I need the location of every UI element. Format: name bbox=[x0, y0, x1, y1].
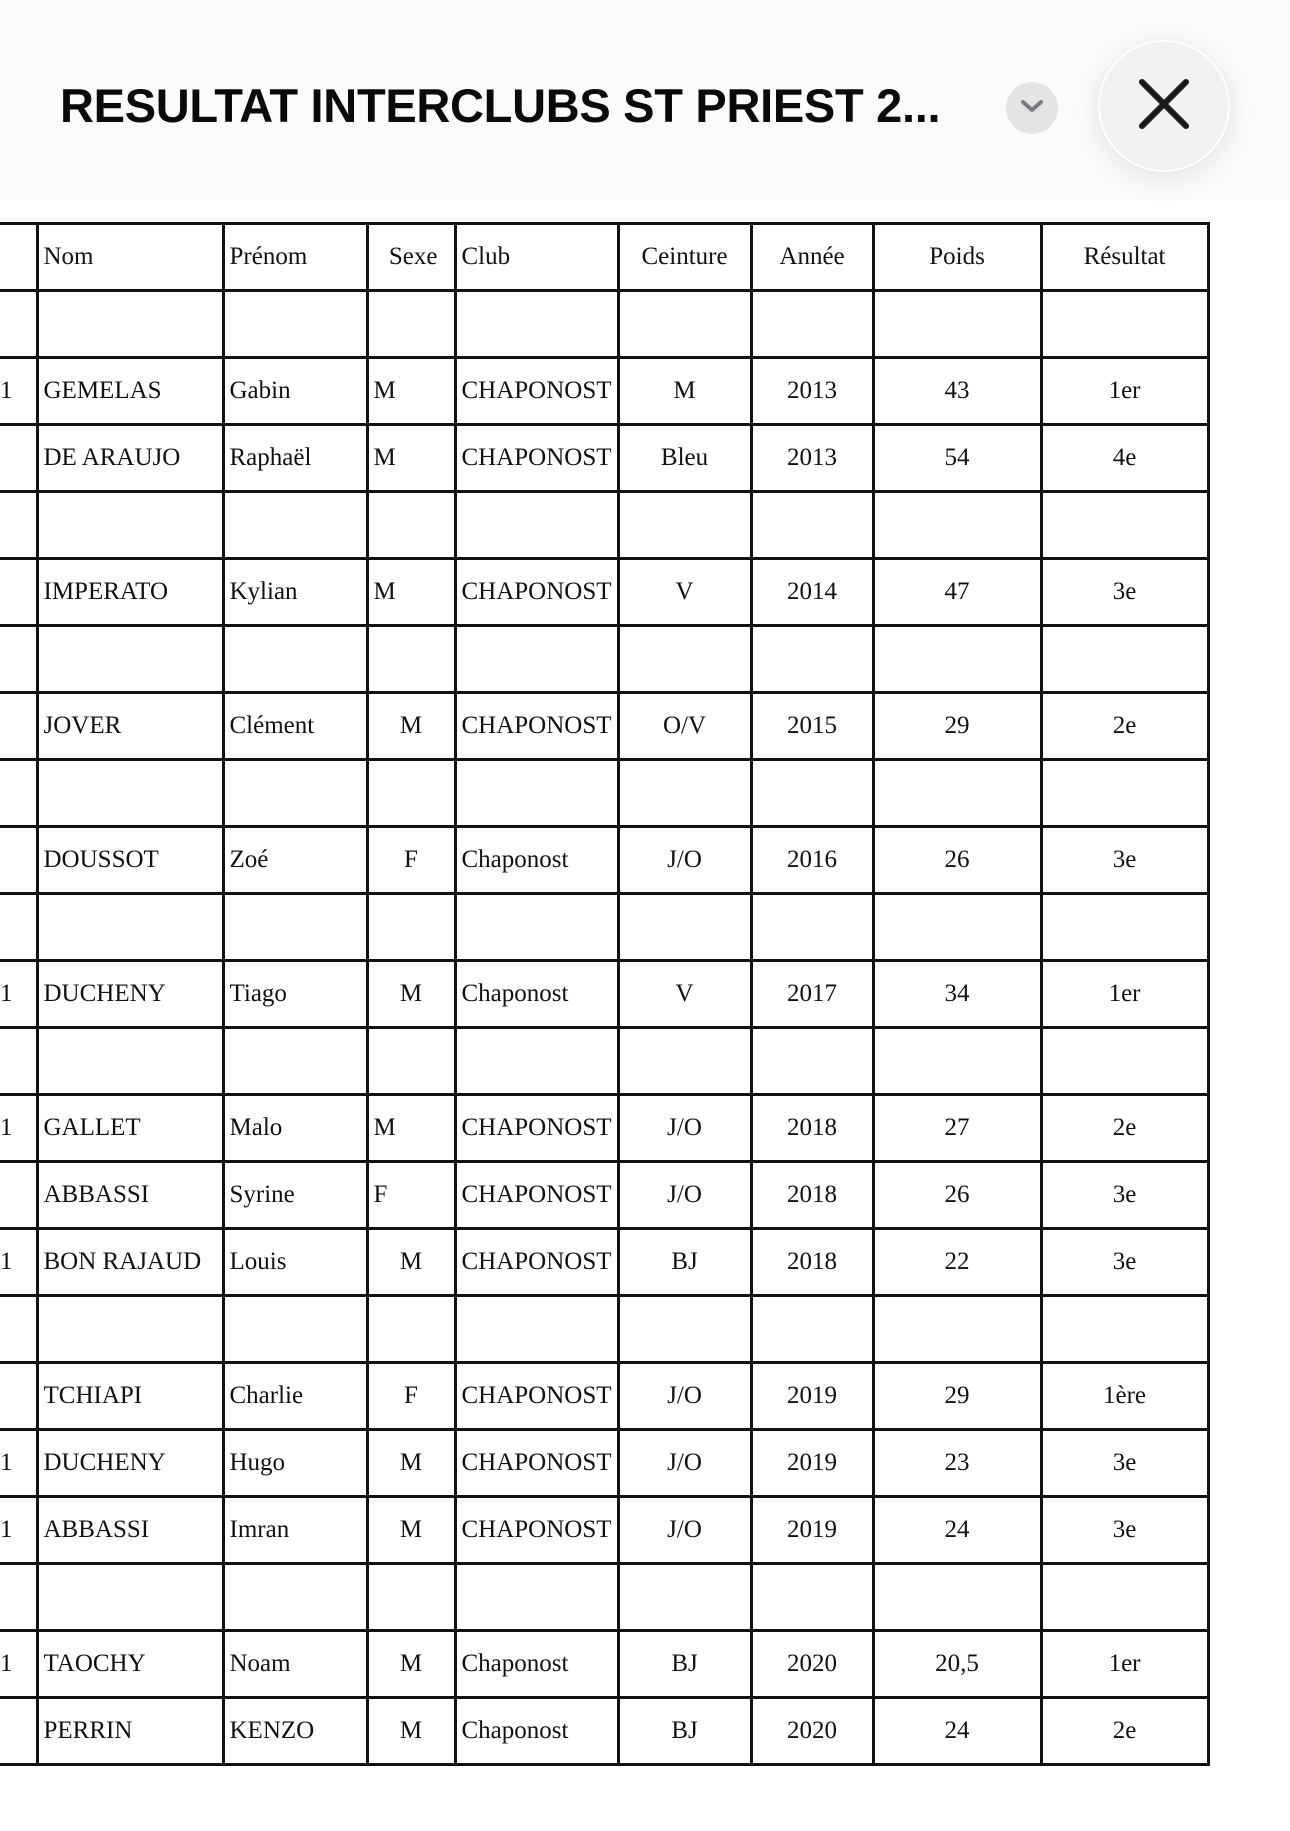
column-header-prenom: Prénom bbox=[223, 224, 367, 291]
cell-annee: 2014 bbox=[751, 559, 873, 626]
cell-ceinture bbox=[618, 291, 751, 358]
table-row-empty bbox=[0, 1028, 1208, 1095]
cell-annee bbox=[751, 1564, 873, 1631]
cell-resultat: 2e bbox=[1041, 1095, 1208, 1162]
cell-rank bbox=[0, 425, 37, 492]
cell-rank bbox=[0, 1296, 37, 1363]
cell-poids: 26 bbox=[873, 1162, 1041, 1229]
table-row bbox=[0, 1229, 1208, 1296]
cell-sexe bbox=[367, 894, 455, 961]
cell-resultat: 2e bbox=[1041, 1698, 1208, 1765]
table-body bbox=[0, 291, 1208, 1765]
cell-club bbox=[455, 492, 618, 559]
cell-prenom: Syrine bbox=[223, 1162, 367, 1229]
table-row-empty bbox=[0, 492, 1208, 559]
cell-nom: ABBASSI bbox=[37, 1162, 223, 1229]
cell-nom bbox=[37, 1028, 223, 1095]
cell-poids: 27 bbox=[873, 1095, 1041, 1162]
table-row bbox=[0, 358, 1208, 425]
cell-resultat: 2e bbox=[1041, 693, 1208, 760]
cell-sexe: F bbox=[367, 827, 455, 894]
cell-rank bbox=[0, 291, 37, 358]
cell-prenom bbox=[223, 626, 367, 693]
cell-rank: 1 bbox=[0, 358, 37, 425]
results-table-container bbox=[0, 222, 1210, 1766]
cell-sexe bbox=[367, 492, 455, 559]
document-viewer-header bbox=[0, 0, 1290, 200]
cell-ceinture: Bleu bbox=[618, 425, 751, 492]
cell-ceinture bbox=[618, 894, 751, 961]
cell-sexe: M bbox=[367, 1095, 455, 1162]
table-row-empty bbox=[0, 894, 1208, 961]
cell-resultat: 3e bbox=[1041, 1162, 1208, 1229]
cell-poids: 43 bbox=[873, 358, 1041, 425]
cell-prenom: Kylian bbox=[223, 559, 367, 626]
cell-sexe bbox=[367, 1028, 455, 1095]
cell-resultat bbox=[1041, 291, 1208, 358]
cell-prenom bbox=[223, 291, 367, 358]
cell-ceinture: BJ bbox=[618, 1698, 751, 1765]
cell-resultat: 1er bbox=[1041, 961, 1208, 1028]
cell-rank bbox=[0, 1698, 37, 1765]
cell-sexe: F bbox=[367, 1162, 455, 1229]
table-row bbox=[0, 1430, 1208, 1497]
cell-rank bbox=[0, 1162, 37, 1229]
cell-nom: DUCHENY bbox=[37, 961, 223, 1028]
cell-poids bbox=[873, 626, 1041, 693]
cell-resultat: 3e bbox=[1041, 1229, 1208, 1296]
cell-sexe: M bbox=[367, 693, 455, 760]
cell-prenom bbox=[223, 894, 367, 961]
cell-ceinture bbox=[618, 1028, 751, 1095]
cell-nom bbox=[37, 1296, 223, 1363]
cell-resultat: 3e bbox=[1041, 1497, 1208, 1564]
cell-nom: BON RAJAUD bbox=[37, 1229, 223, 1296]
close-button[interactable] bbox=[1098, 40, 1230, 172]
cell-resultat: 3e bbox=[1041, 1430, 1208, 1497]
cell-poids bbox=[873, 760, 1041, 827]
cell-prenom: Noam bbox=[223, 1631, 367, 1698]
cell-poids: 22 bbox=[873, 1229, 1041, 1296]
cell-nom: DUCHENY bbox=[37, 1430, 223, 1497]
cell-club: CHAPONOST bbox=[455, 1095, 618, 1162]
cell-resultat bbox=[1041, 626, 1208, 693]
cell-poids: 34 bbox=[873, 961, 1041, 1028]
cell-club: CHAPONOST bbox=[455, 693, 618, 760]
cell-annee bbox=[751, 760, 873, 827]
cell-poids: 20,5 bbox=[873, 1631, 1041, 1698]
cell-poids bbox=[873, 1028, 1041, 1095]
cell-rank bbox=[0, 1564, 37, 1631]
cell-poids: 24 bbox=[873, 1497, 1041, 1564]
cell-nom bbox=[37, 626, 223, 693]
cell-annee: 2016 bbox=[751, 827, 873, 894]
cell-poids: 47 bbox=[873, 559, 1041, 626]
cell-sexe: M bbox=[367, 1631, 455, 1698]
table-row bbox=[0, 693, 1208, 760]
cell-poids: 23 bbox=[873, 1430, 1041, 1497]
cell-annee bbox=[751, 1296, 873, 1363]
column-header-annee: Année bbox=[751, 224, 873, 291]
column-header-poids: Poids bbox=[873, 224, 1041, 291]
cell-sexe: M bbox=[367, 1229, 455, 1296]
cell-ceinture: J/O bbox=[618, 1363, 751, 1430]
cell-sexe bbox=[367, 1564, 455, 1631]
cell-annee bbox=[751, 894, 873, 961]
cell-rank: 1 bbox=[0, 1497, 37, 1564]
cell-nom: DE ARAUJO bbox=[37, 425, 223, 492]
cell-poids: 29 bbox=[873, 693, 1041, 760]
table-row bbox=[0, 1162, 1208, 1229]
cell-prenom: Imran bbox=[223, 1497, 367, 1564]
cell-rank: 1 bbox=[0, 961, 37, 1028]
cell-ceinture: J/O bbox=[618, 827, 751, 894]
cell-prenom bbox=[223, 492, 367, 559]
cell-club bbox=[455, 894, 618, 961]
cell-resultat: 1er bbox=[1041, 1631, 1208, 1698]
cell-poids: 29 bbox=[873, 1363, 1041, 1430]
cell-poids bbox=[873, 492, 1041, 559]
cell-rank: 1 bbox=[0, 1430, 37, 1497]
cell-ceinture: J/O bbox=[618, 1430, 751, 1497]
cell-ceinture: BJ bbox=[618, 1229, 751, 1296]
cell-resultat: 3e bbox=[1041, 559, 1208, 626]
cell-rank bbox=[0, 1028, 37, 1095]
table-row bbox=[0, 1698, 1208, 1765]
cell-rank: 1 bbox=[0, 1095, 37, 1162]
cell-club bbox=[455, 1296, 618, 1363]
cell-nom bbox=[37, 492, 223, 559]
cell-nom: GEMELAS bbox=[37, 358, 223, 425]
cell-nom: DOUSSOT bbox=[37, 827, 223, 894]
table-row-empty bbox=[0, 626, 1208, 693]
cell-ceinture: J/O bbox=[618, 1162, 751, 1229]
cell-annee bbox=[751, 1028, 873, 1095]
cell-annee: 2013 bbox=[751, 358, 873, 425]
column-header-sexe: Sexe bbox=[367, 224, 455, 291]
cell-club bbox=[455, 1564, 618, 1631]
cell-sexe: M bbox=[367, 358, 455, 425]
cell-prenom: Clément bbox=[223, 693, 367, 760]
table-row bbox=[0, 1095, 1208, 1162]
table-row-empty bbox=[0, 1564, 1208, 1631]
cell-ceinture bbox=[618, 626, 751, 693]
cell-annee: 2018 bbox=[751, 1095, 873, 1162]
cell-club: CHAPONOST bbox=[455, 1430, 618, 1497]
cell-ceinture: BJ bbox=[618, 1631, 751, 1698]
cell-sexe: F bbox=[367, 1363, 455, 1430]
cell-club: Chaponost bbox=[455, 1631, 618, 1698]
cell-nom bbox=[37, 291, 223, 358]
cell-poids bbox=[873, 1296, 1041, 1363]
cell-poids bbox=[873, 291, 1041, 358]
cell-club: Chaponost bbox=[455, 1698, 618, 1765]
cell-club: CHAPONOST bbox=[455, 1162, 618, 1229]
cell-prenom: KENZO bbox=[223, 1698, 367, 1765]
cell-annee: 2019 bbox=[751, 1497, 873, 1564]
cell-sexe: M bbox=[367, 1698, 455, 1765]
cell-rank bbox=[0, 626, 37, 693]
close-x-icon bbox=[1136, 76, 1192, 137]
cell-club: CHAPONOST bbox=[455, 559, 618, 626]
cell-club: CHAPONOST bbox=[455, 1497, 618, 1564]
column-header-nom: Nom bbox=[37, 224, 223, 291]
cell-ceinture: M bbox=[618, 358, 751, 425]
cell-prenom: Malo bbox=[223, 1095, 367, 1162]
table-row bbox=[0, 1631, 1208, 1698]
cell-rank bbox=[0, 894, 37, 961]
table-row bbox=[0, 425, 1208, 492]
cell-ceinture bbox=[618, 1296, 751, 1363]
cell-resultat: 3e bbox=[1041, 827, 1208, 894]
cell-sexe bbox=[367, 626, 455, 693]
cell-prenom: Gabin bbox=[223, 358, 367, 425]
cell-annee: 2018 bbox=[751, 1162, 873, 1229]
cell-sexe bbox=[367, 1296, 455, 1363]
cell-resultat bbox=[1041, 1296, 1208, 1363]
table-row bbox=[0, 1497, 1208, 1564]
cell-prenom: Raphaël bbox=[223, 425, 367, 492]
table-row-empty bbox=[0, 760, 1208, 827]
cell-nom: PERRIN bbox=[37, 1698, 223, 1765]
cell-annee bbox=[751, 492, 873, 559]
cell-prenom bbox=[223, 1296, 367, 1363]
cell-ceinture: J/O bbox=[618, 1497, 751, 1564]
cell-resultat bbox=[1041, 492, 1208, 559]
cell-nom: GALLET bbox=[37, 1095, 223, 1162]
cell-sexe: M bbox=[367, 425, 455, 492]
table-row-empty bbox=[0, 1296, 1208, 1363]
cell-annee: 2013 bbox=[751, 425, 873, 492]
expand-title-button[interactable] bbox=[1006, 82, 1058, 134]
column-header-club: Club bbox=[455, 224, 618, 291]
cell-nom: TAOCHY bbox=[37, 1631, 223, 1698]
cell-ceinture: V bbox=[618, 961, 751, 1028]
cell-rank: 1 bbox=[0, 1229, 37, 1296]
cell-club: CHAPONOST bbox=[455, 358, 618, 425]
cell-club bbox=[455, 626, 618, 693]
cell-poids bbox=[873, 894, 1041, 961]
cell-club: CHAPONOST bbox=[455, 1363, 618, 1430]
cell-poids: 54 bbox=[873, 425, 1041, 492]
cell-sexe: M bbox=[367, 961, 455, 1028]
cell-nom: TCHIAPI bbox=[37, 1363, 223, 1430]
cell-sexe bbox=[367, 291, 455, 358]
cell-ceinture: O/V bbox=[618, 693, 751, 760]
cell-sexe bbox=[367, 760, 455, 827]
cell-annee: 2018 bbox=[751, 1229, 873, 1296]
document-title: RESULTAT INTERCLUBS ST PRIEST 2... bbox=[60, 79, 941, 132]
cell-club bbox=[455, 1028, 618, 1095]
column-header-rank bbox=[0, 224, 37, 291]
cell-annee: 2015 bbox=[751, 693, 873, 760]
cell-sexe: M bbox=[367, 559, 455, 626]
cell-ceinture bbox=[618, 760, 751, 827]
cell-resultat: 1ère bbox=[1041, 1363, 1208, 1430]
cell-annee: 2019 bbox=[751, 1430, 873, 1497]
cell-club bbox=[455, 760, 618, 827]
cell-club: Chaponost bbox=[455, 827, 618, 894]
cell-prenom: Louis bbox=[223, 1229, 367, 1296]
table-row bbox=[0, 559, 1208, 626]
cell-rank bbox=[0, 492, 37, 559]
cell-resultat: 4e bbox=[1041, 425, 1208, 492]
column-header-resultat: Résultat bbox=[1041, 224, 1208, 291]
cell-nom: JOVER bbox=[37, 693, 223, 760]
cell-annee: 2020 bbox=[751, 1631, 873, 1698]
cell-rank bbox=[0, 693, 37, 760]
cell-rank bbox=[0, 827, 37, 894]
cell-rank bbox=[0, 1363, 37, 1430]
results-table bbox=[0, 222, 1210, 1766]
cell-club bbox=[455, 291, 618, 358]
cell-annee: 2019 bbox=[751, 1363, 873, 1430]
table-row-empty bbox=[0, 291, 1208, 358]
cell-club: Chaponost bbox=[455, 961, 618, 1028]
table-row bbox=[0, 827, 1208, 894]
cell-resultat bbox=[1041, 894, 1208, 961]
cell-sexe: M bbox=[367, 1430, 455, 1497]
cell-resultat bbox=[1041, 1564, 1208, 1631]
cell-ceinture: J/O bbox=[618, 1095, 751, 1162]
cell-nom: IMPERATO bbox=[37, 559, 223, 626]
cell-ceinture: V bbox=[618, 559, 751, 626]
cell-prenom: Tiago bbox=[223, 961, 367, 1028]
cell-club: CHAPONOST bbox=[455, 425, 618, 492]
cell-resultat: 1er bbox=[1041, 358, 1208, 425]
table-row bbox=[0, 961, 1208, 1028]
column-header-ceinture: Ceinture bbox=[618, 224, 751, 291]
cell-prenom bbox=[223, 760, 367, 827]
cell-rank bbox=[0, 760, 37, 827]
cell-poids: 26 bbox=[873, 827, 1041, 894]
cell-resultat bbox=[1041, 1028, 1208, 1095]
cell-ceinture bbox=[618, 1564, 751, 1631]
cell-prenom bbox=[223, 1028, 367, 1095]
cell-sexe: M bbox=[367, 1497, 455, 1564]
cell-prenom: Zoé bbox=[223, 827, 367, 894]
cell-rank bbox=[0, 559, 37, 626]
cell-nom bbox=[37, 894, 223, 961]
cell-nom bbox=[37, 760, 223, 827]
cell-annee bbox=[751, 626, 873, 693]
cell-resultat bbox=[1041, 760, 1208, 827]
table-row bbox=[0, 1363, 1208, 1430]
cell-poids: 24 bbox=[873, 1698, 1041, 1765]
cell-nom: ABBASSI bbox=[37, 1497, 223, 1564]
cell-rank: 1 bbox=[0, 1631, 37, 1698]
cell-poids bbox=[873, 1564, 1041, 1631]
cell-prenom: Charlie bbox=[223, 1363, 367, 1430]
cell-annee: 2020 bbox=[751, 1698, 873, 1765]
cell-nom bbox=[37, 1564, 223, 1631]
cell-prenom bbox=[223, 1564, 367, 1631]
cell-prenom: Hugo bbox=[223, 1430, 367, 1497]
chevron-down-icon bbox=[1019, 98, 1045, 119]
cell-ceinture bbox=[618, 492, 751, 559]
cell-club: CHAPONOST bbox=[455, 1229, 618, 1296]
table-header-row bbox=[0, 224, 1208, 291]
cell-annee bbox=[751, 291, 873, 358]
cell-annee: 2017 bbox=[751, 961, 873, 1028]
